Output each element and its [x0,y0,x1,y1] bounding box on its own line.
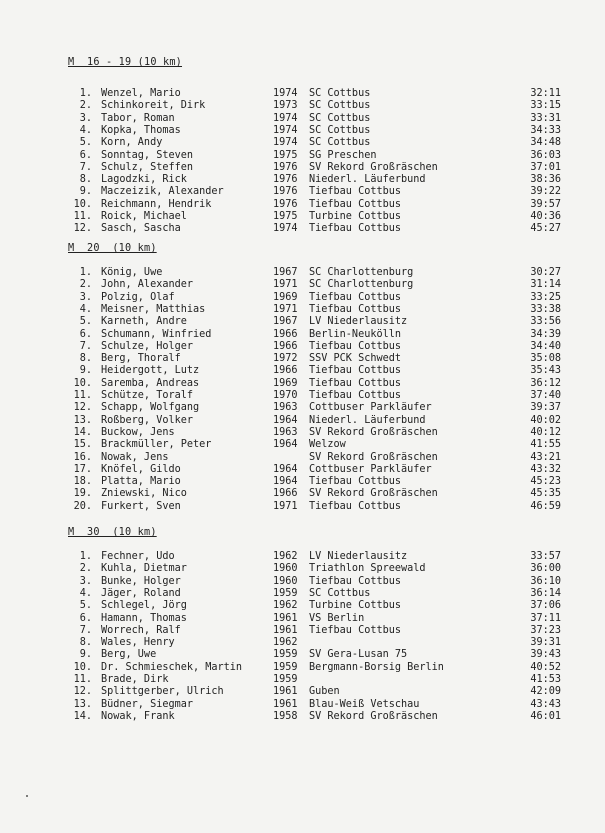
name-cell: Berg, Thoralf [101,353,181,365]
time-cell: 36:10 [530,575,561,587]
year-cell: 1962 [273,637,298,649]
year-cell: 1961 [273,624,298,636]
result-row [0,365,605,377]
name-cell: Fechner, Udo [101,551,175,562]
rank-cell: 8. [79,353,92,365]
name-cell: Kuhla, Dietmar [101,563,187,575]
name-cell: Schulz, Steffen [101,161,194,173]
result-row [0,476,605,488]
year-cell: 1974 [273,88,298,99]
name-cell: Knöfel, Gildo [101,463,181,475]
year-cell: 1960 [273,563,298,575]
result-row [0,162,605,174]
time-cell: 34:33 [530,124,561,136]
year-cell: 1963 [273,402,298,414]
year-cell: 1974 [273,223,298,235]
club-cell: SV Gera-Lusan 75 [309,649,408,661]
time-cell: 30:27 [530,267,561,278]
club-cell: Tiefbau Cottbus [309,476,402,488]
year-cell: 1963 [273,426,298,438]
club-cell: Tiefbau Cottbus [309,186,402,198]
club-cell: Niederl. Läuferbund [309,414,426,426]
year-cell: 1961 [273,612,298,624]
rank-cell: 5. [79,137,92,149]
time-cell: 43:43 [530,698,561,710]
club-cell: Triathlon Spreewald [309,563,426,575]
year-cell: 1959 [273,661,298,673]
rank-cell: 7. [79,161,92,173]
name-cell: Zniewski, Nico [101,488,187,500]
year-cell: 1959 [273,649,298,661]
year-cell: 1961 [273,698,298,710]
time-cell: 39:31 [530,637,561,649]
name-cell: Schlegel, Jörg [101,600,187,612]
rank-cell: 12. [73,223,92,235]
club-cell: Tiefbau Cottbus [309,377,402,389]
rank-cell: 13. [73,698,92,710]
result-row [0,563,605,575]
rank-cell: 2. [79,100,92,112]
time-cell: 33:56 [530,316,561,328]
time-cell: 31:14 [530,279,561,291]
result-row [0,353,605,365]
time-cell: 39:43 [530,649,561,661]
time-cell: 37:06 [530,600,561,612]
result-row [0,329,605,341]
name-cell: Brade, Dirk [101,674,169,685]
name-cell: Jäger, Roland [101,587,181,599]
name-cell: Brackmüller, Peter [101,439,212,451]
result-row [0,174,605,186]
year-cell: 1976 [273,198,298,210]
rank-cell: 11. [73,211,92,222]
rank-cell: 3. [79,575,92,587]
club-cell: SC Cottbus [309,88,371,99]
result-row [0,267,605,279]
name-cell: König, Uwe [101,267,163,278]
club-cell: SC Charlottenburg [309,279,414,291]
rank-cell: 8. [79,174,92,186]
result-row [0,390,605,402]
rank-cell: 9. [79,365,92,377]
rank-cell: 9. [79,186,92,198]
result-row [0,341,605,353]
club-cell: SC Cottbus [309,587,371,599]
time-cell: 33:38 [530,303,561,315]
name-cell: Buckow, Jens [101,426,175,438]
name-cell: Berg, Uwe [101,649,157,661]
club-cell: SC Cottbus [309,124,371,136]
section-title: M 30 (10 km) [68,527,157,538]
result-row [0,199,605,211]
result-row [0,551,605,563]
result-row [0,488,605,500]
club-cell: Turbine Cottbus [309,211,402,222]
year-cell: 1974 [273,112,298,124]
time-cell: 43:21 [530,451,561,463]
club-cell: LV Niederlausitz [309,551,408,562]
name-cell: Roßberg, Volker [101,414,194,426]
name-cell: Sasch, Sascha [101,223,181,235]
time-cell: 40:52 [530,661,561,673]
year-cell: 1962 [273,551,298,562]
result-row [0,662,605,674]
name-cell: Polzig, Olaf [101,291,175,303]
rank-cell: 15. [73,439,92,451]
name-cell: Reichmann, Hendrik [101,198,212,210]
rank-cell: 18. [73,476,92,488]
rank-cell: 8. [79,637,92,649]
result-row [0,600,605,612]
rank-cell: 7. [79,340,92,352]
name-cell: John, Alexander [101,279,194,291]
result-row [0,452,605,464]
name-cell: Kopka, Thomas [101,124,181,136]
name-cell: Dr. Schmieschek, Martin [101,661,243,673]
time-cell: 37:40 [530,390,561,401]
club-cell: Welzow [309,439,346,451]
club-cell: Tiefbau Cottbus [309,223,402,235]
name-cell: Korn, Andy [101,137,163,149]
year-cell: 1959 [273,674,298,685]
year-cell: 1966 [273,328,298,340]
result-row [0,699,605,711]
club-cell: VS Berlin [309,612,365,624]
name-cell: Hamann, Thomas [101,612,187,624]
time-cell: 40:12 [530,426,561,438]
year-cell: 1976 [273,161,298,173]
name-cell: Nowak, Jens [101,451,169,463]
year-cell: 1964 [273,463,298,475]
year-cell: 1970 [273,390,298,401]
club-cell: SC Cottbus [309,137,371,149]
result-row [0,316,605,328]
rank-cell: 3. [79,112,92,124]
year-cell: 1971 [273,303,298,315]
result-row [0,613,605,625]
club-cell: Tiefbau Cottbus [309,340,402,352]
club-cell: SSV PCK Schwedt [309,353,402,365]
rank-cell: 10. [73,661,92,673]
club-cell: SV Rekord Großräschen [309,488,438,500]
year-cell: 1976 [273,186,298,198]
time-cell: 37:01 [530,161,561,173]
name-cell: Tabor, Roman [101,112,175,124]
result-row [0,137,605,149]
club-cell: SV Rekord Großräschen [309,426,438,438]
result-row [0,625,605,637]
rank-cell: 6. [79,328,92,340]
club-cell: SV Rekord Großräschen [309,161,438,173]
rank-cell: 2. [79,279,92,291]
year-cell: 1971 [273,500,298,512]
club-cell: Tiefbau Cottbus [309,624,402,636]
name-cell: Maczeizik, Alexander [101,186,224,198]
rank-cell: 13. [73,414,92,426]
time-cell: 42:09 [530,686,561,698]
result-row [0,304,605,316]
year-cell: 1966 [273,488,298,500]
result-row [0,686,605,698]
time-cell: 45:27 [530,223,561,235]
time-cell: 45:23 [530,476,561,488]
club-cell: Berlin-Neukölln [309,328,402,340]
name-cell: Worrech, Ralf [101,624,181,636]
time-cell: 40:36 [530,211,561,222]
result-row [0,113,605,125]
rank-cell: 6. [79,612,92,624]
time-cell: 33:25 [530,291,561,303]
name-cell: Sonntag, Steven [101,149,194,161]
year-cell: 1962 [273,600,298,612]
club-cell: Cottbuser Parkläufer [309,463,432,475]
result-row [0,674,605,686]
result-row [0,292,605,304]
club-cell: Tiefbau Cottbus [309,291,402,303]
rank-cell: 14. [73,710,92,722]
club-cell: Tiefbau Cottbus [309,390,402,401]
result-row [0,588,605,600]
time-cell: 35:08 [530,353,561,365]
year-cell: 1974 [273,124,298,136]
year-cell: 1964 [273,476,298,488]
time-cell: 45:35 [530,488,561,500]
rank-cell: 11. [73,390,92,401]
result-row [0,711,605,723]
time-cell: 39:37 [530,402,561,414]
club-cell: Blau-Weiß Vetschau [309,698,420,710]
club-cell: Guben [309,686,340,698]
time-cell: 34:48 [530,137,561,149]
result-row [0,464,605,476]
year-cell: 1964 [273,439,298,451]
section-title: M 20 (10 km) [68,243,157,254]
year-cell: 1960 [273,575,298,587]
result-row [0,186,605,198]
time-cell: 36:12 [530,377,561,389]
club-cell: SV Rekord Großräschen [309,710,438,722]
rank-cell: 16. [73,451,92,463]
name-cell: Wenzel, Mario [101,88,181,99]
time-cell: 39:22 [530,186,561,198]
year-cell: 1969 [273,291,298,303]
result-row [0,649,605,661]
result-row [0,211,605,223]
club-cell: Bergmann-Borsig Berlin [309,661,444,673]
name-cell: Schütze, Toralf [101,390,194,401]
year-cell: 1971 [273,279,298,291]
name-cell: Heidergott, Lutz [101,365,200,377]
club-cell: SV Rekord Großräschen [309,451,438,463]
rank-cell: 10. [73,198,92,210]
year-cell: 1972 [273,353,298,365]
club-cell: Tiefbau Cottbus [309,575,402,587]
year-cell: 1976 [273,174,298,186]
rank-cell: 6. [79,149,92,161]
rank-cell: 1. [79,88,92,99]
club-cell: SC Cottbus [309,100,371,112]
scan-speck [26,795,28,797]
result-row [0,125,605,137]
time-cell: 36:14 [530,587,561,599]
time-cell: 34:39 [530,328,561,340]
rank-cell: 7. [79,624,92,636]
rank-cell: 17. [73,463,92,475]
club-cell: SC Charlottenburg [309,267,414,278]
section-title: M 16 - 19 (10 km) [68,57,183,68]
rank-cell: 3. [79,291,92,303]
name-cell: Lagodzki, Rick [101,174,187,186]
club-cell: LV Niederlausitz [309,316,408,328]
rank-cell: 1. [79,551,92,562]
time-cell: 37:11 [530,612,561,624]
rank-cell: 9. [79,649,92,661]
rank-cell: 4. [79,303,92,315]
year-cell: 1964 [273,414,298,426]
rank-cell: 4. [79,124,92,136]
rank-cell: 14. [73,426,92,438]
result-row [0,501,605,513]
name-cell: Büdner, Siegmar [101,698,194,710]
time-cell: 43:32 [530,463,561,475]
time-cell: 36:00 [530,563,561,575]
name-cell: Furkert, Sven [101,500,181,512]
result-row [0,223,605,235]
result-row [0,378,605,390]
name-cell: Splittgerber, Ulrich [101,686,224,698]
club-cell: Turbine Cottbus [309,600,402,612]
year-cell: 1975 [273,211,298,222]
year-cell: 1966 [273,340,298,352]
time-cell: 33:15 [530,100,561,112]
rank-cell: 20. [73,500,92,512]
name-cell: Platta, Mario [101,476,181,488]
result-row [0,88,605,100]
rank-cell: 2. [79,563,92,575]
time-cell: 35:43 [530,365,561,377]
year-cell: 1974 [273,137,298,149]
year-cell: 1958 [273,710,298,722]
name-cell: Schulze, Holger [101,340,194,352]
result-row [0,279,605,291]
name-cell: Meisner, Matthias [101,303,206,315]
rank-cell: 12. [73,686,92,698]
time-cell: 46:01 [530,710,561,722]
rank-cell: 11. [73,674,92,685]
club-cell: Tiefbau Cottbus [309,500,402,512]
time-cell: 33:31 [530,112,561,124]
year-cell: 1966 [273,365,298,377]
year-cell: 1973 [273,100,298,112]
time-cell: 41:55 [530,439,561,451]
name-cell: Roick, Michael [101,211,187,222]
name-cell: Schapp, Wolfgang [101,402,200,414]
name-cell: Nowak, Frank [101,710,175,722]
name-cell: Wales, Henry [101,637,175,649]
result-row [0,415,605,427]
time-cell: 38:36 [530,174,561,186]
year-cell: 1967 [273,267,298,278]
club-cell: Tiefbau Cottbus [309,303,402,315]
name-cell: Schumann, Winfried [101,328,212,340]
year-cell: 1961 [273,686,298,698]
club-cell: Cottbuser Parkläufer [309,402,432,414]
rank-cell: 4. [79,587,92,599]
club-cell: Tiefbau Cottbus [309,365,402,377]
name-cell: Saremba, Andreas [101,377,200,389]
year-cell: 1967 [273,316,298,328]
time-cell: 41:53 [530,674,561,685]
time-cell: 34:40 [530,340,561,352]
name-cell: Schinkoreit, Dirk [101,100,206,112]
club-cell: SG Preschen [309,149,377,161]
result-row [0,439,605,451]
club-cell: Tiefbau Cottbus [309,198,402,210]
result-row [0,427,605,439]
time-cell: 46:59 [530,500,561,512]
rank-cell: 1. [79,267,92,278]
result-row [0,150,605,162]
rank-cell: 5. [79,316,92,328]
year-cell: 1969 [273,377,298,389]
time-cell: 33:57 [530,551,561,562]
time-cell: 36:03 [530,149,561,161]
year-cell: 1959 [273,587,298,599]
result-row [0,576,605,588]
year-cell: 1975 [273,149,298,161]
time-cell: 39:57 [530,198,561,210]
result-row [0,637,605,649]
time-cell: 37:23 [530,624,561,636]
rank-cell: 5. [79,600,92,612]
club-cell: SC Cottbus [309,112,371,124]
rank-cell: 19. [73,488,92,500]
name-cell: Karneth, Andre [101,316,187,328]
result-row [0,402,605,414]
club-cell: Niederl. Läuferbund [309,174,426,186]
result-row [0,100,605,112]
rank-cell: 12. [73,402,92,414]
rank-cell: 10. [73,377,92,389]
time-cell: 40:02 [530,414,561,426]
time-cell: 32:11 [530,88,561,99]
name-cell: Bunke, Holger [101,575,181,587]
